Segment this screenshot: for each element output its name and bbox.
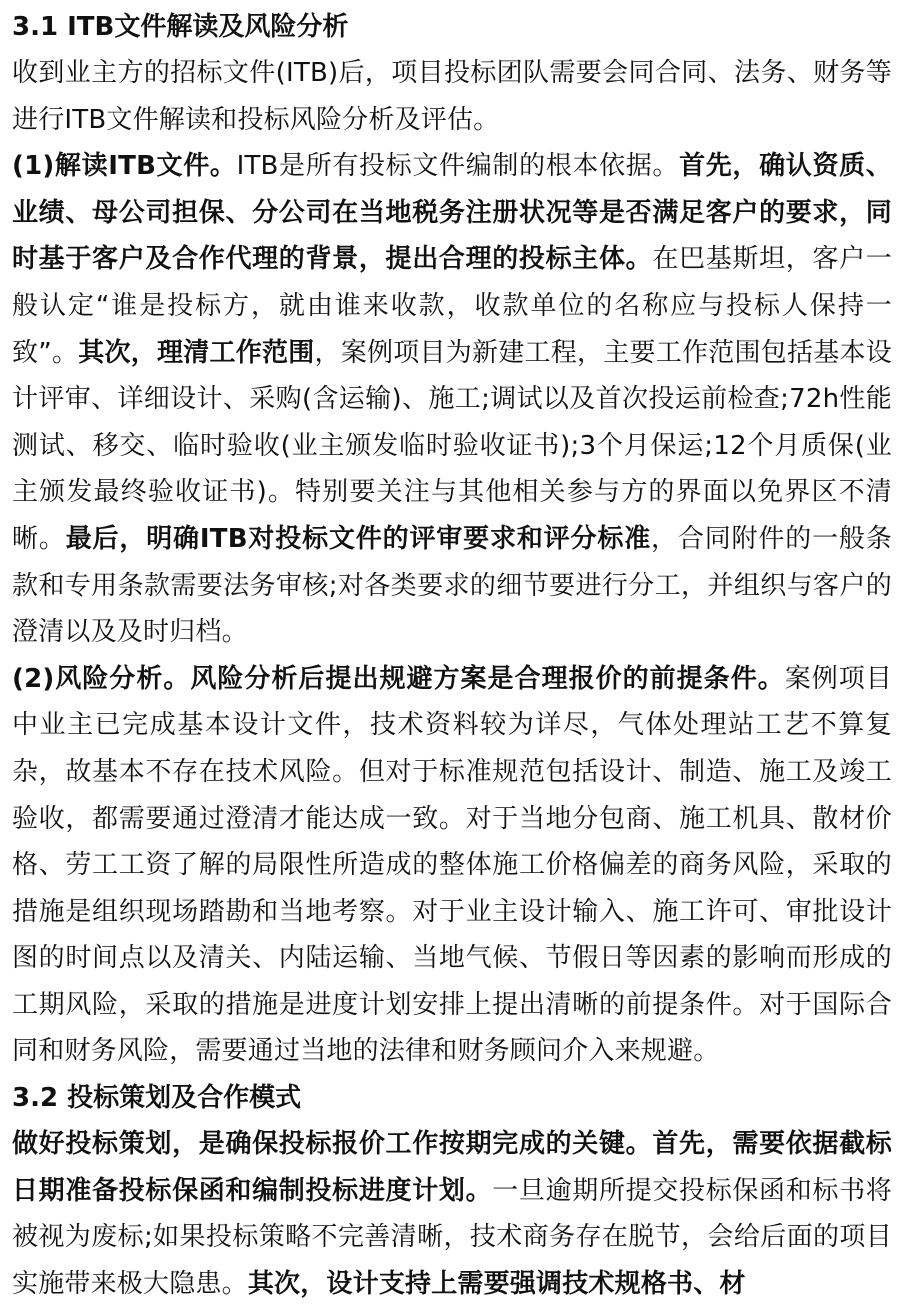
section-3-2-text-1: 一旦逾期所提交投标保函和标书将被视为废标;如果投标策略不完善清晰，技术商务存在脱节，会给后面的项目实施带来极大隐患。 bbox=[12, 1175, 892, 1299]
section-3-2-bold-1: 做好投标策划，是确保投标报价工作按期完成的关键。首先，需要依据截标日期准备投标保函和编制投标进度计划。 bbox=[12, 1129, 892, 1206]
point-1-text-1: ITB是所有投标文件编制的根本依据。 bbox=[236, 151, 680, 182]
point-2-paragraph bbox=[12, 656, 892, 1075]
section-heading-3-1: 3.1 ITB文件解读及风险分析 bbox=[12, 12, 349, 42]
point-1-lead: (1)解读ITB文件。 bbox=[12, 151, 237, 182]
point-1-bold-2: 其次，理清工作范围 bbox=[78, 337, 315, 368]
point-1-text-3: ，案例项目为新建工程，主要工作范围包括基本设计评审、详细设计、采购(含运输)、施工;调试以及首次投运前检查;72h性能测试、移交、临时验收(业主颁发临时验收证书);3个月保运;12个月质保(业主颁发最终验收证书)。特别要关注与其他相关参与方的界面以免界区不清晰。 bbox=[12, 337, 892, 554]
point-2-lead: (2)风险分析。风险分析后提出规避方案是合理报价的前提条件。 bbox=[12, 663, 785, 694]
point-1-text-2: 在巴基斯坦，客户一般认定“谁是投标方，就由谁来收款，收款单位的名称应与投标人保持一致”。 bbox=[12, 244, 892, 368]
section-3-2-bold-2: 其次，设计支持上需要强调技术规格书、材 bbox=[247, 1268, 746, 1299]
point-1-bold-1: 首先，确认资质、业绩、母公司担保、分公司在当地税务注册状况等是否满足客户的要求，同时基于客户及合作代理的背景，提出合理的投标主体。 bbox=[12, 151, 892, 275]
point-2-text: 案例项目中业主已完成基本设计文件，技术资料较为详尽，气体处理站工艺不算复杂，故基本不存在技术风险。但对于标准规范包括设计、制造、施工及竣工验收，都需要通过澄清才能达成一致。对于当地分包商、施工机具、散材价格、劳工工资了解的局限性所造成的整体施工价格偏差的商务风险，采取的措施是组织现场踏勘和当地考察。对于业主设计输入、施工许可、审批设计图的时间点以及清关、内陆运输、当地气候、节假日等因素的影响而形成的工期风险，采取的措施是进度计划安排上提出清晰的前提条件。对于国际合同和财务风险，需要通过当地的法律和财务顾问介入来规避。 bbox=[12, 663, 892, 1067]
point-1-text-4: ，合同附件的一般条款和专用条款需要法务审核;对各类要求的细节要进行分工，并组织与客户的澄清以及及时归档。 bbox=[12, 523, 892, 648]
point-1-paragraph bbox=[12, 143, 892, 656]
point-1-bold-3: 最后，明确ITB对投标文件的评审要求和评分标准 bbox=[65, 523, 652, 554]
section-3-1-intro-paragraph: 收到业主方的招标文件(ITB)后，项目投标团队需要会同合同、法务、财务等进行ITB文件解读和投标风险分析及评估。 bbox=[12, 58, 892, 135]
section-3-2-paragraph bbox=[12, 1121, 892, 1307]
section-heading-3-2: 3.2 投标策划及合作模式 bbox=[12, 1083, 302, 1114]
